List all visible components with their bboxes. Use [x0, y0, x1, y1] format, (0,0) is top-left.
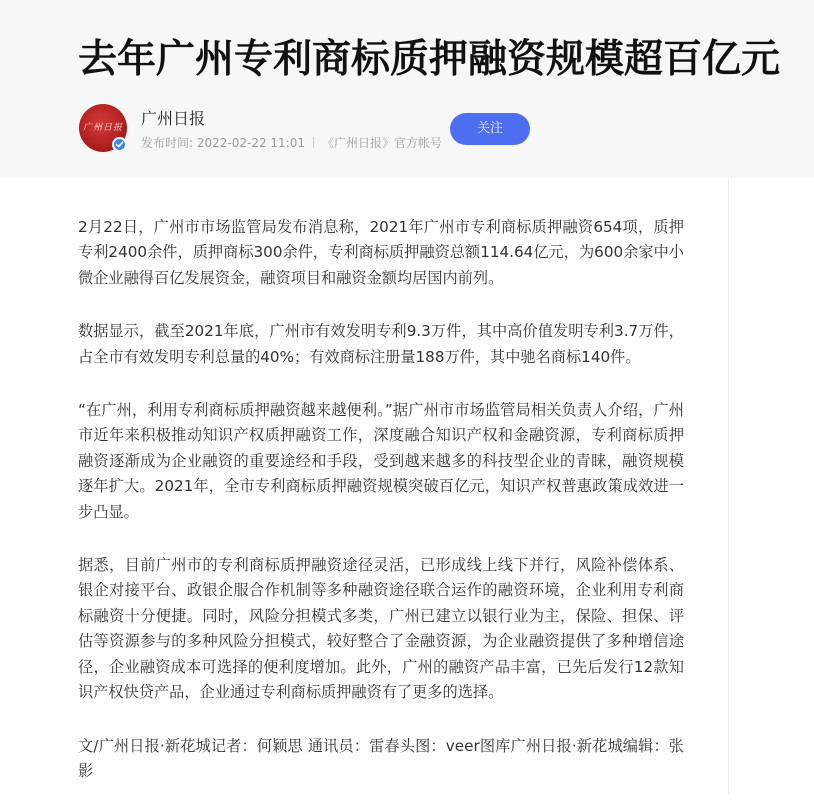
- article-credits: 文/广州日报·新花城记者：何颖思 通讯员：雷春头图：veer图库广州日报·新花城编辑：张影: [78, 736, 684, 780]
- sidebar-divider: [728, 178, 729, 795]
- article-paragraph: 数据显示，截至2021年底，广州市有效发明专利9.3万件，其中高价值发明专利3.7万件，占全市有效发明专利总量的40%；有效商标注册量188万件，其中驰名商标140件。: [78, 322, 684, 366]
- article-meta: [141, 135, 442, 151]
- article-paragraph: 2月22日，广州市市场监管局发布消息称，2021年广州市专利商标质押融资654项，质押专利2400余件，质押商标300余件，专利商标质押融资总额114.64亿元，为600余家中小微企业融得百亿发展资金，融资项目和融资金额均居国内前列。: [78, 218, 684, 287]
- official-account-label: 《广州日报》官方帐号: [322, 136, 443, 150]
- author-name[interactable]: 广州日报: [141, 109, 206, 128]
- article-paragraph: 据悉，目前广州市的专利商标质押融资途径灵活，已形成线上线下并行，风险补偿体系、银企对接平台、政银企服合作机制等多种融资途径联合运作的融资环境，企业利用专利商标融资十分便捷。同时，风险分担模式多类，广州已建立以银行业为主，保险、担保、评估等资源参与的多种风险分担模式，较好整合了金融资源，为企业融资提供了多种增信途径，企业融资成本可选择的便利度增加。此外，广州的融资产品丰富，已先后发行12款知识产权快贷产品，企业通过专利商标质押融资有了更多的选择。: [78, 556, 684, 702]
- article-header: [0, 0, 814, 178]
- publish-time: 发布时间: 2022-02-22 11:01: [141, 136, 305, 150]
- article-body: [78, 215, 684, 812]
- follow-button[interactable]: 关注: [450, 113, 530, 145]
- newspaper-logo-icon: 广州日报: [82, 123, 123, 133]
- article-title: 去年广州专利商标质押融资规模超百亿元: [78, 37, 781, 82]
- author-avatar[interactable]: [79, 104, 127, 152]
- article-paragraph: “在广州，利用专利商标质押融资越来越便利。”据广州市市场监管局相关负责人介绍，广州市近年来积极推动知识产权质押融资工作，深度融合知识产权和金融资源，专利商标质押融资逐渐成为企业融资的重要途经和手段，受到越来越多的科技型企业的青睐，融资规模逐年扩大。2021年，全市专利商标质押融资规模突破百亿元，知识产权普惠政策成效进一步凸显。: [78, 401, 684, 521]
- meta-divider: [313, 137, 314, 148]
- verified-check-icon: [112, 137, 127, 152]
